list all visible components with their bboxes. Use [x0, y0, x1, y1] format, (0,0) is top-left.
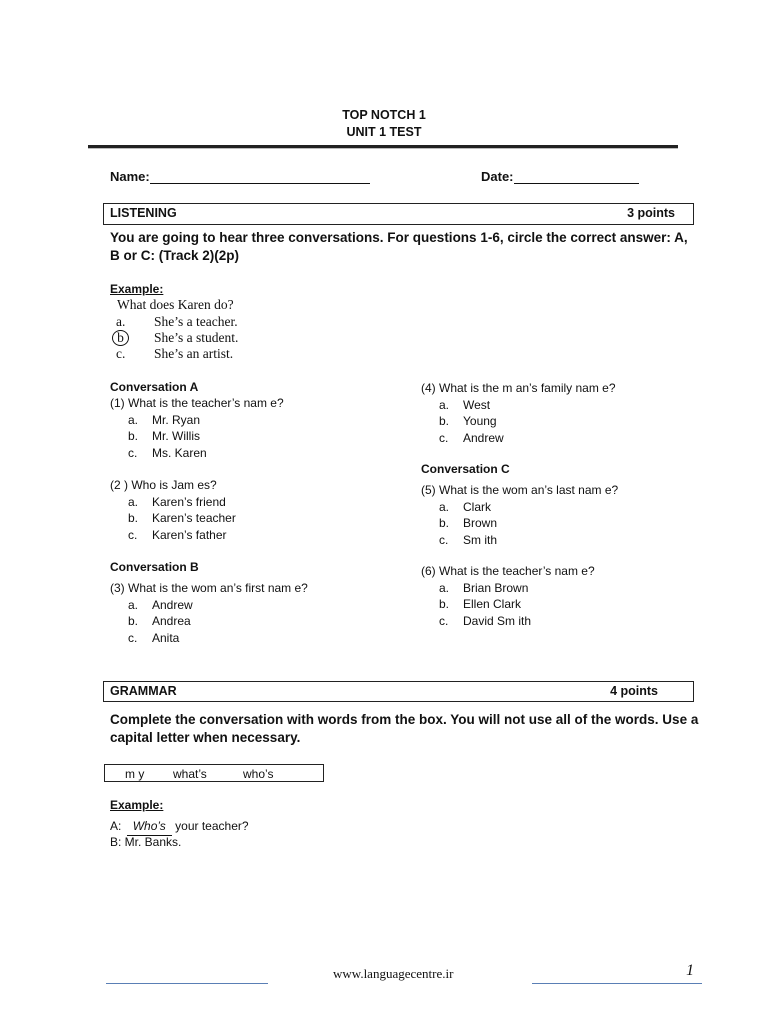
name-field: Name:	[110, 169, 370, 184]
example-question: What does Karen do?	[117, 297, 234, 312]
section-name: LISTENING	[110, 206, 177, 220]
test-subtitle: UNIT 1 TEST	[346, 125, 422, 139]
conversation-b-heading: Conversation B	[110, 560, 199, 574]
header-rule	[88, 145, 678, 148]
test-title: TOP NOTCH 1	[342, 108, 426, 122]
footer-website: www.languagecentre.ir	[333, 966, 454, 981]
section-points: 3 points	[627, 206, 675, 220]
conversation-c-heading: Conversation C	[421, 462, 510, 476]
option[interactable]: c. Andrew	[439, 430, 504, 445]
footer-line-right	[532, 983, 702, 984]
option[interactable]: c. David Sm ith	[439, 613, 532, 628]
option[interactable]: a. West	[439, 397, 491, 412]
example-label: Example:	[110, 282, 164, 296]
example-line-a: A: Who’s your teacher?	[110, 818, 249, 836]
date-field: Date:	[481, 169, 639, 184]
option[interactable]: a. Karen’s friend	[128, 494, 226, 509]
word: what’s	[173, 767, 207, 781]
option[interactable]: a. Clark	[439, 499, 492, 514]
example-option: a. She’s a teacher.	[116, 314, 238, 329]
answer-circle: b	[112, 330, 129, 346]
option[interactable]: c. Karen’s father	[128, 527, 227, 542]
word: m y	[125, 767, 145, 781]
option[interactable]: b. Andrea	[128, 614, 191, 628]
word-box	[104, 764, 324, 782]
listening-section-header	[103, 203, 694, 225]
word: who’s	[243, 767, 274, 781]
option[interactable]: b. Brown	[439, 516, 498, 530]
option[interactable]: a. Mr. Ryan	[128, 412, 201, 427]
option[interactable]: b. Ellen Clark	[439, 597, 522, 611]
option[interactable]: a. Andrew	[128, 597, 193, 612]
option[interactable]: b. Karen’s teacher	[128, 511, 236, 525]
question-4: (4) What is the m an’s family nam e? a. West b. Young c. Andrew	[421, 381, 616, 445]
grammar-instruction: Complete the conversation with words from the box. You will not use all of the words. Use a capital letter when necessary.	[110, 712, 699, 745]
option[interactable]: a. Brian Brown	[439, 580, 529, 595]
question-2: (2 ) Who is Jam es? a. Karen’s friend b. Karen’s teacher c. Karen’s father	[110, 478, 236, 542]
example-option: c. She’s an artist.	[116, 345, 234, 361]
section-points: 4 points	[610, 684, 658, 698]
example-options	[116, 314, 238, 361]
date-blank[interactable]	[514, 169, 639, 184]
example-option-circled: b She’s a student.	[116, 330, 238, 346]
example-line-b: B: Mr. Banks.	[110, 835, 182, 849]
option[interactable]: b. Young	[439, 414, 497, 428]
name-blank[interactable]	[150, 169, 370, 184]
option[interactable]: b. Mr. Willis	[128, 429, 200, 443]
section-name: GRAMMAR	[110, 684, 177, 698]
footer-line-left	[106, 983, 268, 984]
example-answer: Who’s	[127, 818, 172, 836]
listening-instruction: You are going to hear three conversations. For questions 1-6, circle the correct answer: A, B or C: (Track 2)(2p)	[110, 230, 688, 263]
question-1: (1) What is the teacher’s nam e? a. Mr. Ryan b. Mr. Willis c. Ms. Karen	[110, 396, 284, 460]
grammar-example-label: Example:	[110, 798, 164, 812]
option[interactable]: c. Ms. Karen	[128, 445, 207, 460]
question-6: (6) What is the teacher’s nam e? a. Brian Brown b. Ellen Clark c. David Sm ith	[421, 564, 595, 628]
conversation-a-heading: Conversation A	[110, 380, 199, 394]
option[interactable]: c. Sm ith	[439, 532, 498, 547]
option[interactable]: c. Anita	[128, 630, 180, 645]
page-number: 1	[686, 962, 694, 979]
question-5: (5) What is the wom an’s last nam e? a. Clark b. Brown c. Sm ith	[421, 483, 619, 547]
question-3: (3) What is the wom an’s first nam e? a. Andrew b. Andrea c. Anita	[110, 581, 308, 645]
grammar-section-header	[103, 681, 694, 702]
